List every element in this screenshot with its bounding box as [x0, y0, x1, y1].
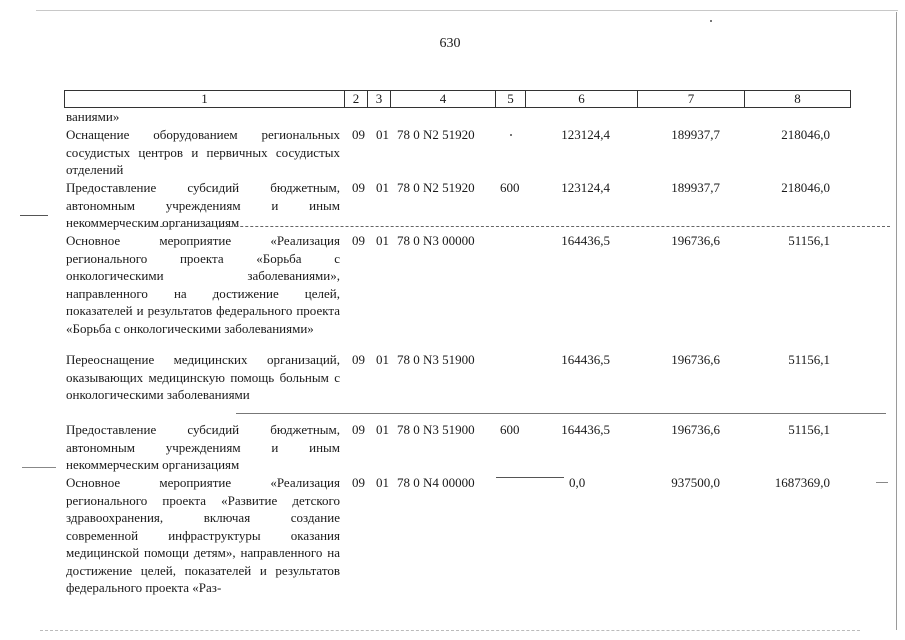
- row-subsection: 01: [376, 422, 389, 437]
- row-amount-col6: 123124,4: [561, 127, 610, 142]
- table-row-fragment: [66, 108, 852, 126]
- row-section: 09: [352, 475, 365, 490]
- row-amount-col7: 189937,7: [671, 127, 720, 142]
- header-col-6: 6: [526, 91, 638, 107]
- row-amount-col7: 196736,6: [671, 422, 720, 437]
- table-row: [66, 421, 852, 474]
- scan-rule: [20, 215, 48, 216]
- page-number: 630: [439, 36, 461, 51]
- row-target-code: 78 0 N3 51900: [397, 352, 475, 367]
- row-subsection: 01: [376, 475, 389, 490]
- row-section: 09: [352, 180, 365, 195]
- table-row: [66, 474, 852, 596]
- row-amount-col8: 218046,0: [781, 127, 830, 142]
- row-amount-col7: 937500,0: [671, 475, 720, 490]
- scan-speck: [510, 134, 512, 136]
- table-header-row: [64, 90, 851, 108]
- row-target-code: 78 0 N3 00000: [397, 233, 475, 248]
- row-amount-col6: 164436,5: [561, 233, 610, 248]
- scan-rule: [40, 630, 860, 631]
- row-target-code: 78 0 N4 00000: [397, 475, 475, 490]
- row-description: Переоснащение медицинских организаций, оказывающих медицинскую помощь больным с онкологическими заболеваниями: [66, 352, 340, 402]
- row-target-code: 78 0 N2 51920: [397, 127, 475, 142]
- scan-rule: [22, 467, 56, 468]
- scan-rule: [876, 482, 888, 483]
- row-description: ваниями»: [66, 109, 120, 124]
- scan-speck: [710, 20, 712, 22]
- row-amount-col6: 123124,4: [561, 180, 610, 195]
- row-amount-col6: 0,0: [569, 475, 586, 490]
- table-row: [66, 126, 852, 179]
- table-row: [66, 351, 852, 421]
- header-col-1: 1: [65, 91, 345, 107]
- table-row: [66, 232, 852, 352]
- row-section: 09: [352, 127, 365, 142]
- row-amount-col8: 218046,0: [781, 180, 830, 195]
- row-description: Оснащение оборудованием региональных сосудистых центров и первичных сосудистых отделений: [66, 127, 340, 177]
- scan-rule: [150, 226, 890, 227]
- row-subsection: 01: [376, 180, 389, 195]
- row-target-code: 78 0 N2 51920: [397, 180, 475, 195]
- table-row: [66, 179, 852, 232]
- header-col-8: 8: [794, 91, 801, 106]
- header-col-7: 7: [638, 91, 745, 107]
- header-col-3: 3: [368, 91, 391, 107]
- row-expense-type: 600: [500, 180, 520, 195]
- row-amount-col6: 164436,5: [561, 352, 610, 367]
- scan-rule: [236, 413, 886, 414]
- row-description: Основное мероприятие «Реализация регионального проекта «Борьба с онкологическими заболеваниями», направленного на достижение целей, показателей и результатов федерального проекта «Борьба с онкологическими заболеваниями»: [66, 233, 340, 336]
- row-section: 09: [352, 233, 365, 248]
- header-col-4: 4: [391, 91, 496, 107]
- row-section: 09: [352, 352, 365, 367]
- scan-frame-right: [896, 12, 897, 630]
- row-amount-col7: 189937,7: [671, 180, 720, 195]
- row-description: Основное мероприятие «Реализация регионального проекта «Развитие детского здравоохранения, включая создание современной инфраструктуры оказания медицинской помощи детям», направленного на достижение целей, показателей и результатов федерального проекта «Раз-: [66, 475, 340, 595]
- row-amount-col7: 196736,6: [671, 352, 720, 367]
- row-subsection: 01: [376, 233, 389, 248]
- scan-rule: [496, 477, 564, 478]
- row-subsection: 01: [376, 352, 389, 367]
- row-amount-col8: 51156,1: [788, 352, 830, 367]
- row-target-code: 78 0 N3 51900: [397, 422, 475, 437]
- row-description: Предоставление субсидий бюджетным, автономным учреждениям и иным некоммерческим организациям: [66, 180, 340, 230]
- header-col-5: 5: [496, 91, 526, 107]
- row-expense-type: 600: [500, 422, 520, 437]
- row-amount-col7: 196736,6: [671, 233, 720, 248]
- row-amount-col8: 1687369,0: [774, 475, 830, 490]
- row-subsection: 01: [376, 127, 389, 142]
- row-section: 09: [352, 422, 365, 437]
- scan-frame-top: [36, 10, 898, 11]
- header-col-2: 2: [345, 91, 368, 107]
- row-amount-col8: 51156,1: [788, 422, 830, 437]
- row-amount-col6: 164436,5: [561, 422, 610, 437]
- row-description: Предоставление субсидий бюджетным, автономным учреждениям и иным некоммерческим организациям: [66, 422, 340, 472]
- row-amount-col8: 51156,1: [788, 233, 830, 248]
